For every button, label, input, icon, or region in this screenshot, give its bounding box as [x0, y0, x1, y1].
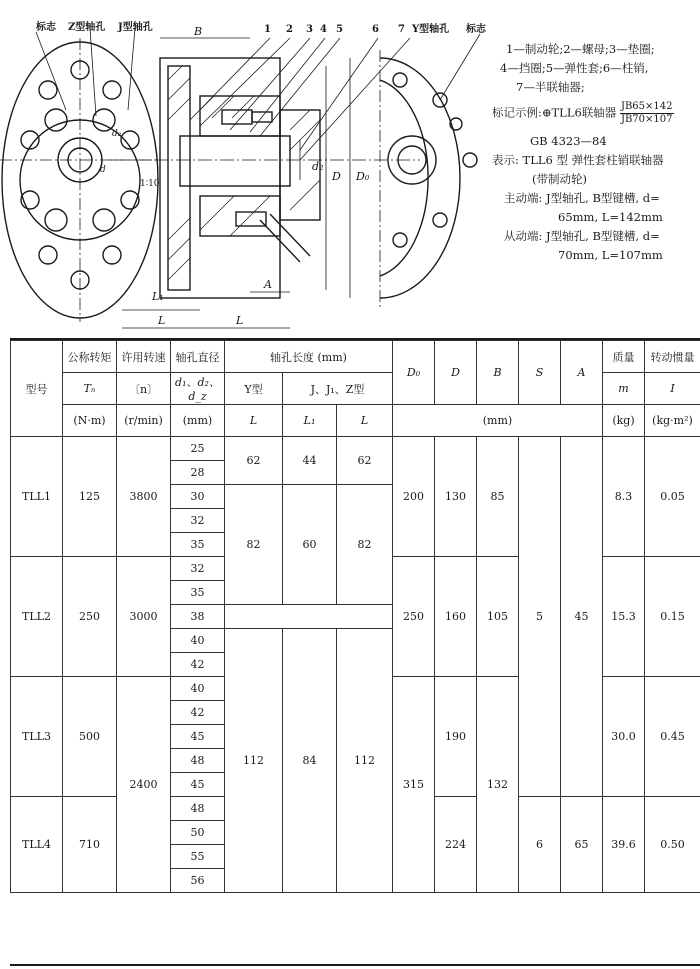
- j-L-a: 62: [337, 437, 393, 485]
- callout-part-1: 1: [264, 24, 271, 35]
- mass-tll3: 30.0: [603, 677, 645, 797]
- dim-D: D: [332, 170, 341, 183]
- hdr-model: 型号: [11, 341, 63, 437]
- marking-example-prefix: 标记示例:: [492, 105, 542, 120]
- B-tll2: 105: [477, 557, 519, 677]
- hdr-D: D: [435, 341, 477, 405]
- bore-dia: 50: [171, 821, 225, 845]
- bore-dia: 48: [171, 749, 225, 773]
- j-L1-b: 60: [283, 485, 337, 605]
- coupling-assembly-drawing: [0, 0, 500, 332]
- marking-example-mark: ⊕TLL6联轴器: [541, 105, 617, 120]
- B-tll3-4: 132: [477, 677, 519, 893]
- driven-end-1: 从动端: J型轴孔, B型键槽, d=: [504, 229, 660, 243]
- callout-part-2: 2: [286, 24, 293, 35]
- hdr-D0: D₀: [393, 341, 435, 405]
- bore-dia: 40: [171, 629, 225, 653]
- dim-L-left: L: [158, 314, 166, 327]
- model-tll3: TLL3: [11, 677, 63, 797]
- bore-dia: 32: [171, 509, 225, 533]
- model-tll2: TLL2: [11, 557, 63, 677]
- hdr-y-L: L: [225, 405, 283, 437]
- D0-tll3-4: 315: [393, 677, 435, 893]
- hdr-mass-symbol: m: [603, 373, 645, 405]
- mass-tll4: 39.6: [603, 797, 645, 893]
- means-line-1: 表示: TLL6 型 弹性套柱销联轴器: [492, 153, 664, 167]
- bore-dia: 42: [171, 701, 225, 725]
- spec-table: [10, 340, 700, 893]
- hdr-A: A: [561, 341, 603, 405]
- callout-mark-left: 标志: [36, 22, 56, 33]
- A-tll1-3: 45: [561, 437, 603, 797]
- drive-end-1: 主动端: J型轴孔, B型键槽, d=: [504, 191, 660, 205]
- dimension-lines: [36, 28, 480, 328]
- bore-dia: 35: [171, 581, 225, 605]
- j-L-b: 82: [337, 485, 393, 605]
- parts-legend-2: 4—挡圈;5—弹性套;6—柱销,: [500, 61, 649, 75]
- hdr-speed-unit: (r/min): [117, 405, 171, 437]
- driven-end-2: 70mm, L=107mm: [558, 248, 663, 262]
- bore-dia: 32: [171, 557, 225, 581]
- dim-d2-small: d₂: [112, 129, 122, 139]
- inertia-tll3: 0.45: [645, 677, 700, 797]
- callout-part-3: 3: [306, 24, 313, 35]
- dim-d2: d₂: [312, 160, 324, 173]
- bore-dia: 30: [171, 485, 225, 509]
- bore-dia: 55: [171, 845, 225, 869]
- inertia-tll4: 0.50: [645, 797, 700, 893]
- bore-dia: 42: [171, 653, 225, 677]
- model-tll1: TLL1: [11, 437, 63, 557]
- j-L-c: 112: [337, 629, 393, 893]
- section-view: [110, 58, 420, 298]
- hdr-B: B: [477, 341, 519, 405]
- bore-dia: 56: [171, 869, 225, 893]
- parts-legend-1: 1—制动轮;2—螺母;3—垫圈;: [506, 42, 655, 56]
- callout-part-5: 5: [336, 24, 343, 35]
- bore-dia: 45: [171, 725, 225, 749]
- D-tll2: 160: [435, 557, 477, 677]
- bore-dia: 25: [171, 437, 225, 461]
- mass-tll2: 15.3: [603, 557, 645, 677]
- inertia-tll1: 0.05: [645, 437, 700, 557]
- bore-fraction: [620, 101, 674, 126]
- callout-part-7: 7: [398, 24, 405, 35]
- D-tll4: 224: [435, 797, 477, 893]
- speed-tll3-4: 2400: [117, 677, 171, 893]
- D0-tll1: 200: [393, 437, 435, 557]
- model-tll4: TLL4: [11, 797, 63, 893]
- callout-mark-right: 标志: [466, 24, 486, 35]
- hdr-y-type: Y型: [225, 373, 283, 405]
- speed-tll2: 3000: [117, 557, 171, 677]
- hdr-jz-L1: L₁: [283, 405, 337, 437]
- torque-tll1: 125: [63, 437, 117, 557]
- hdr-mass: 质量: [603, 341, 645, 373]
- hdr-inertia: 转动惯量: [645, 341, 700, 373]
- hdr-torque-unit: (N·m): [63, 405, 117, 437]
- bore-dia: 35: [171, 533, 225, 557]
- standard-number: GB 4323—84: [530, 134, 607, 148]
- A-tll4: 65: [561, 797, 603, 893]
- hdr-mm-unit: (mm): [393, 405, 603, 437]
- torque-tll2: 250: [63, 557, 117, 677]
- B-tll1: 85: [477, 437, 519, 557]
- y-L-c: 112: [225, 629, 283, 893]
- hdr-torque-symbol: Tₙ: [63, 373, 117, 405]
- hdr-bore-length: 轴孔长度 (mm): [225, 341, 393, 373]
- hdr-speed: 许用转速: [117, 341, 171, 373]
- hdr-S: S: [519, 341, 561, 405]
- dim-D0: D₀: [356, 170, 370, 183]
- j-L1-a: 44: [283, 437, 337, 485]
- dim-L1: L₁: [152, 290, 164, 303]
- bore-dia: 48: [171, 797, 225, 821]
- callout-z-bore: Z型轴孔: [68, 22, 106, 33]
- callout-y-bore: Y型轴孔: [412, 24, 450, 35]
- y-L-b: 82: [225, 485, 283, 605]
- bore-fraction-bottom: JB70×107: [620, 114, 673, 125]
- hdr-bore: 轴孔直径: [171, 341, 225, 373]
- hdr-speed-symbol: 〔n〕: [117, 373, 171, 405]
- right-end-view: [380, 50, 477, 310]
- bore-fraction-top: JB65×142: [620, 101, 673, 112]
- callout-j-bore: J型轴孔: [118, 22, 153, 33]
- dim-taper: 1∶10: [140, 179, 160, 189]
- drive-end-2: 65mm, L=142mm: [558, 210, 663, 224]
- notes-panel: [492, 40, 700, 265]
- hdr-inertia-symbol: I: [645, 373, 700, 405]
- table-bottom-rule: [10, 964, 700, 966]
- parts-legend-3: 7—半联轴器;: [516, 80, 585, 94]
- mass-tll1: 8.3: [603, 437, 645, 557]
- bore-dia: 40: [171, 677, 225, 701]
- torque-tll4: 710: [63, 797, 117, 893]
- S-tll1-3: 5: [519, 437, 561, 797]
- hdr-mass-unit: (kg): [603, 405, 645, 437]
- dim-A: A: [264, 278, 272, 291]
- hdr-jz-type: J、J₁、Z型: [283, 373, 393, 405]
- torque-tll3: 500: [63, 677, 117, 797]
- D0-tll2: 250: [393, 557, 435, 677]
- S-tll4: 6: [519, 797, 561, 893]
- callout-part-6: 6: [372, 24, 379, 35]
- dim-L-right: L: [236, 314, 244, 327]
- hdr-inertia-unit: (kg·m²): [645, 405, 700, 437]
- j-L1-c: 84: [283, 629, 337, 893]
- means-line-2: (带制动轮): [532, 172, 587, 186]
- y-L-a: 62: [225, 437, 283, 485]
- speed-tll1: 3800: [117, 437, 171, 557]
- dim-B: B: [194, 25, 203, 38]
- hdr-jz-L: L: [337, 405, 393, 437]
- hdr-bore-unit: (mm): [171, 405, 225, 437]
- bore-dia: 45: [171, 773, 225, 797]
- marking-example: [492, 101, 700, 126]
- left-end-view: [0, 38, 160, 322]
- D-tll3: 190: [435, 677, 477, 797]
- dim-d-small: d: [100, 165, 106, 175]
- D-tll1: 130: [435, 437, 477, 557]
- hdr-torque: 公称转矩: [63, 341, 117, 373]
- hdr-bore-symbol: d₁、d₂、d_z: [171, 373, 225, 405]
- bore-dia: 38: [171, 605, 225, 629]
- bore-dia: 28: [171, 461, 225, 485]
- callout-part-4: 4: [320, 24, 327, 35]
- inertia-tll2: 0.15: [645, 557, 700, 677]
